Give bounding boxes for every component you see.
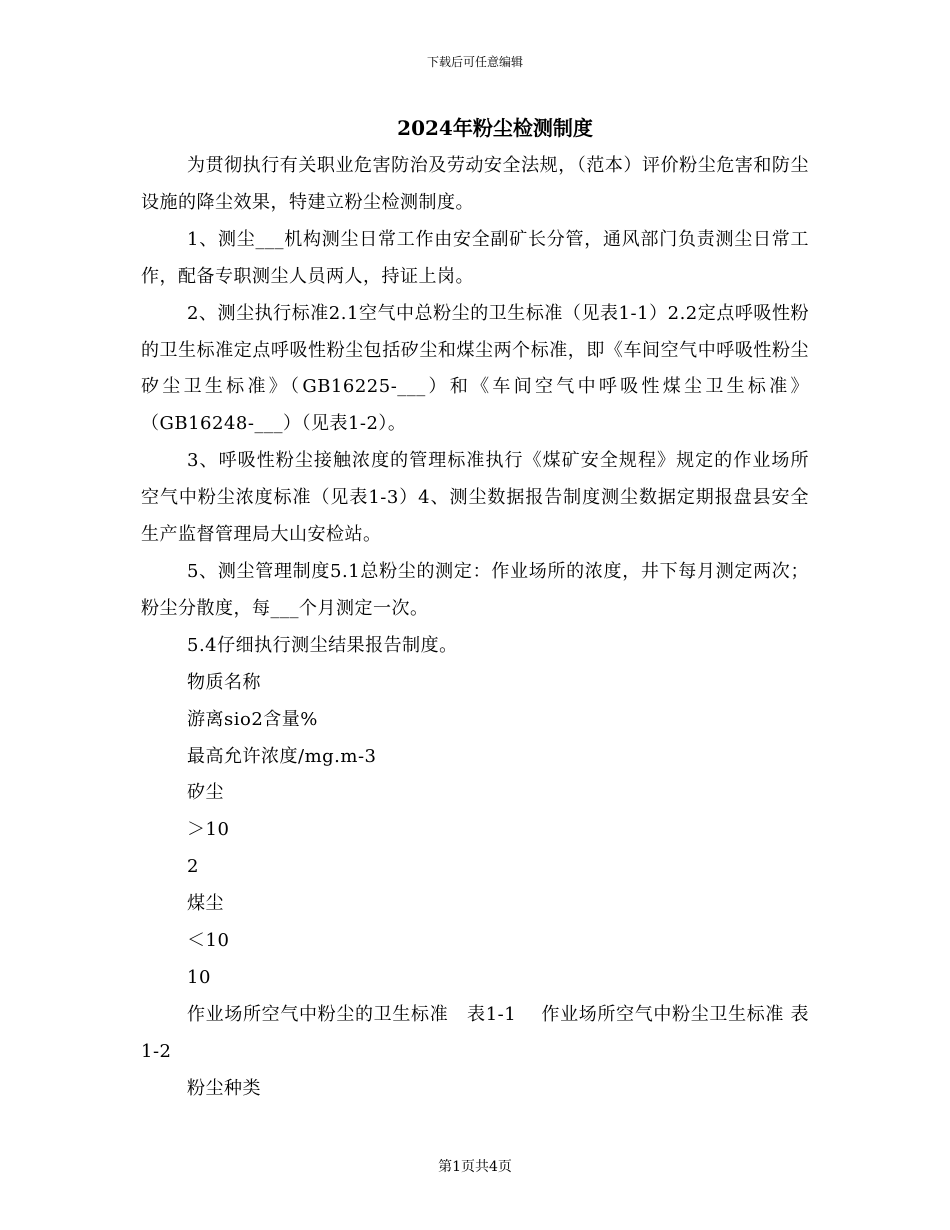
page-header: 下载后可任意编辑 <box>426 55 523 69</box>
paragraph-item-2: 2、测尘执行标准2.1空气中总粉尘的卫生标准（见表1-1）2.2定点呼吸性粉的卫生标准定点呼吸性粉尘包括矽尘和煤尘两个标准，即《车间空气中呼吸性粉尘矽尘卫生标准》（GB16225-___）和《车间空气中呼吸性煤尘卫生标准》（GB16248-___）（见表1-2）。 <box>141 302 809 435</box>
table-cell-free-sio2: 游离sio2含量% <box>187 708 318 730</box>
table-cell-coal-dust: 煤尘 <box>187 893 224 915</box>
table-cell-silica-dust: 矽尘 <box>187 782 224 804</box>
page-footer: 第1页共4页 <box>438 1159 512 1175</box>
paragraph-item-3: 3、呼吸性粉尘接触浓度的管理标准执行《煤矿安全规程》规定的作业场所空气中粉尘浓度标准（见表1-3）4、测尘数据报告制度测尘数据定期报盘县安全生产监督管理局大山安检站。 <box>141 450 809 546</box>
paragraph-intro: 为贯彻执行有关职业危害防治及劳动安全法规，（范本）评价粉尘危害和防尘设施的降尘效果，特建立粉尘检测制度。 <box>141 155 809 213</box>
table-cell-substance-name: 物质名称 <box>187 671 261 693</box>
table-cell-silica-sio2: ＞10 <box>187 819 230 841</box>
paragraph-item-1: 1、测尘___机构测尘日常工作由安全副矿长分管，通风部门负责测尘日常工作，配备专职测尘人员两人，持证上岗。 <box>141 228 809 287</box>
table-cell-silica-limit: 2 <box>187 856 199 878</box>
table-captions: 作业场所空气中粉尘的卫生标准 表1-1 作业场所空气中粉尘卫生标准 表1-2 <box>141 1003 809 1062</box>
table-cell-coal-sio2: ＜10 <box>187 930 230 952</box>
paragraph-item-5: 5、测尘管理制度5.1总粉尘的测定：作业场所的浓度，井下每月测定两次；粉尘分散度，每___个月测定一次。 <box>141 560 809 619</box>
document-title: 2024年粉尘检测制度 <box>397 116 593 140</box>
table-cell-dust-type: 粉尘种类 <box>187 1077 261 1099</box>
paragraph-item-5-4: 5.4仔细执行测尘结果报告制度。 <box>187 634 458 656</box>
table-cell-coal-limit: 10 <box>187 966 211 988</box>
document-body <box>141 148 809 1108</box>
table-cell-max-concentration: 最高允许浓度/mg.m-3 <box>187 745 377 767</box>
